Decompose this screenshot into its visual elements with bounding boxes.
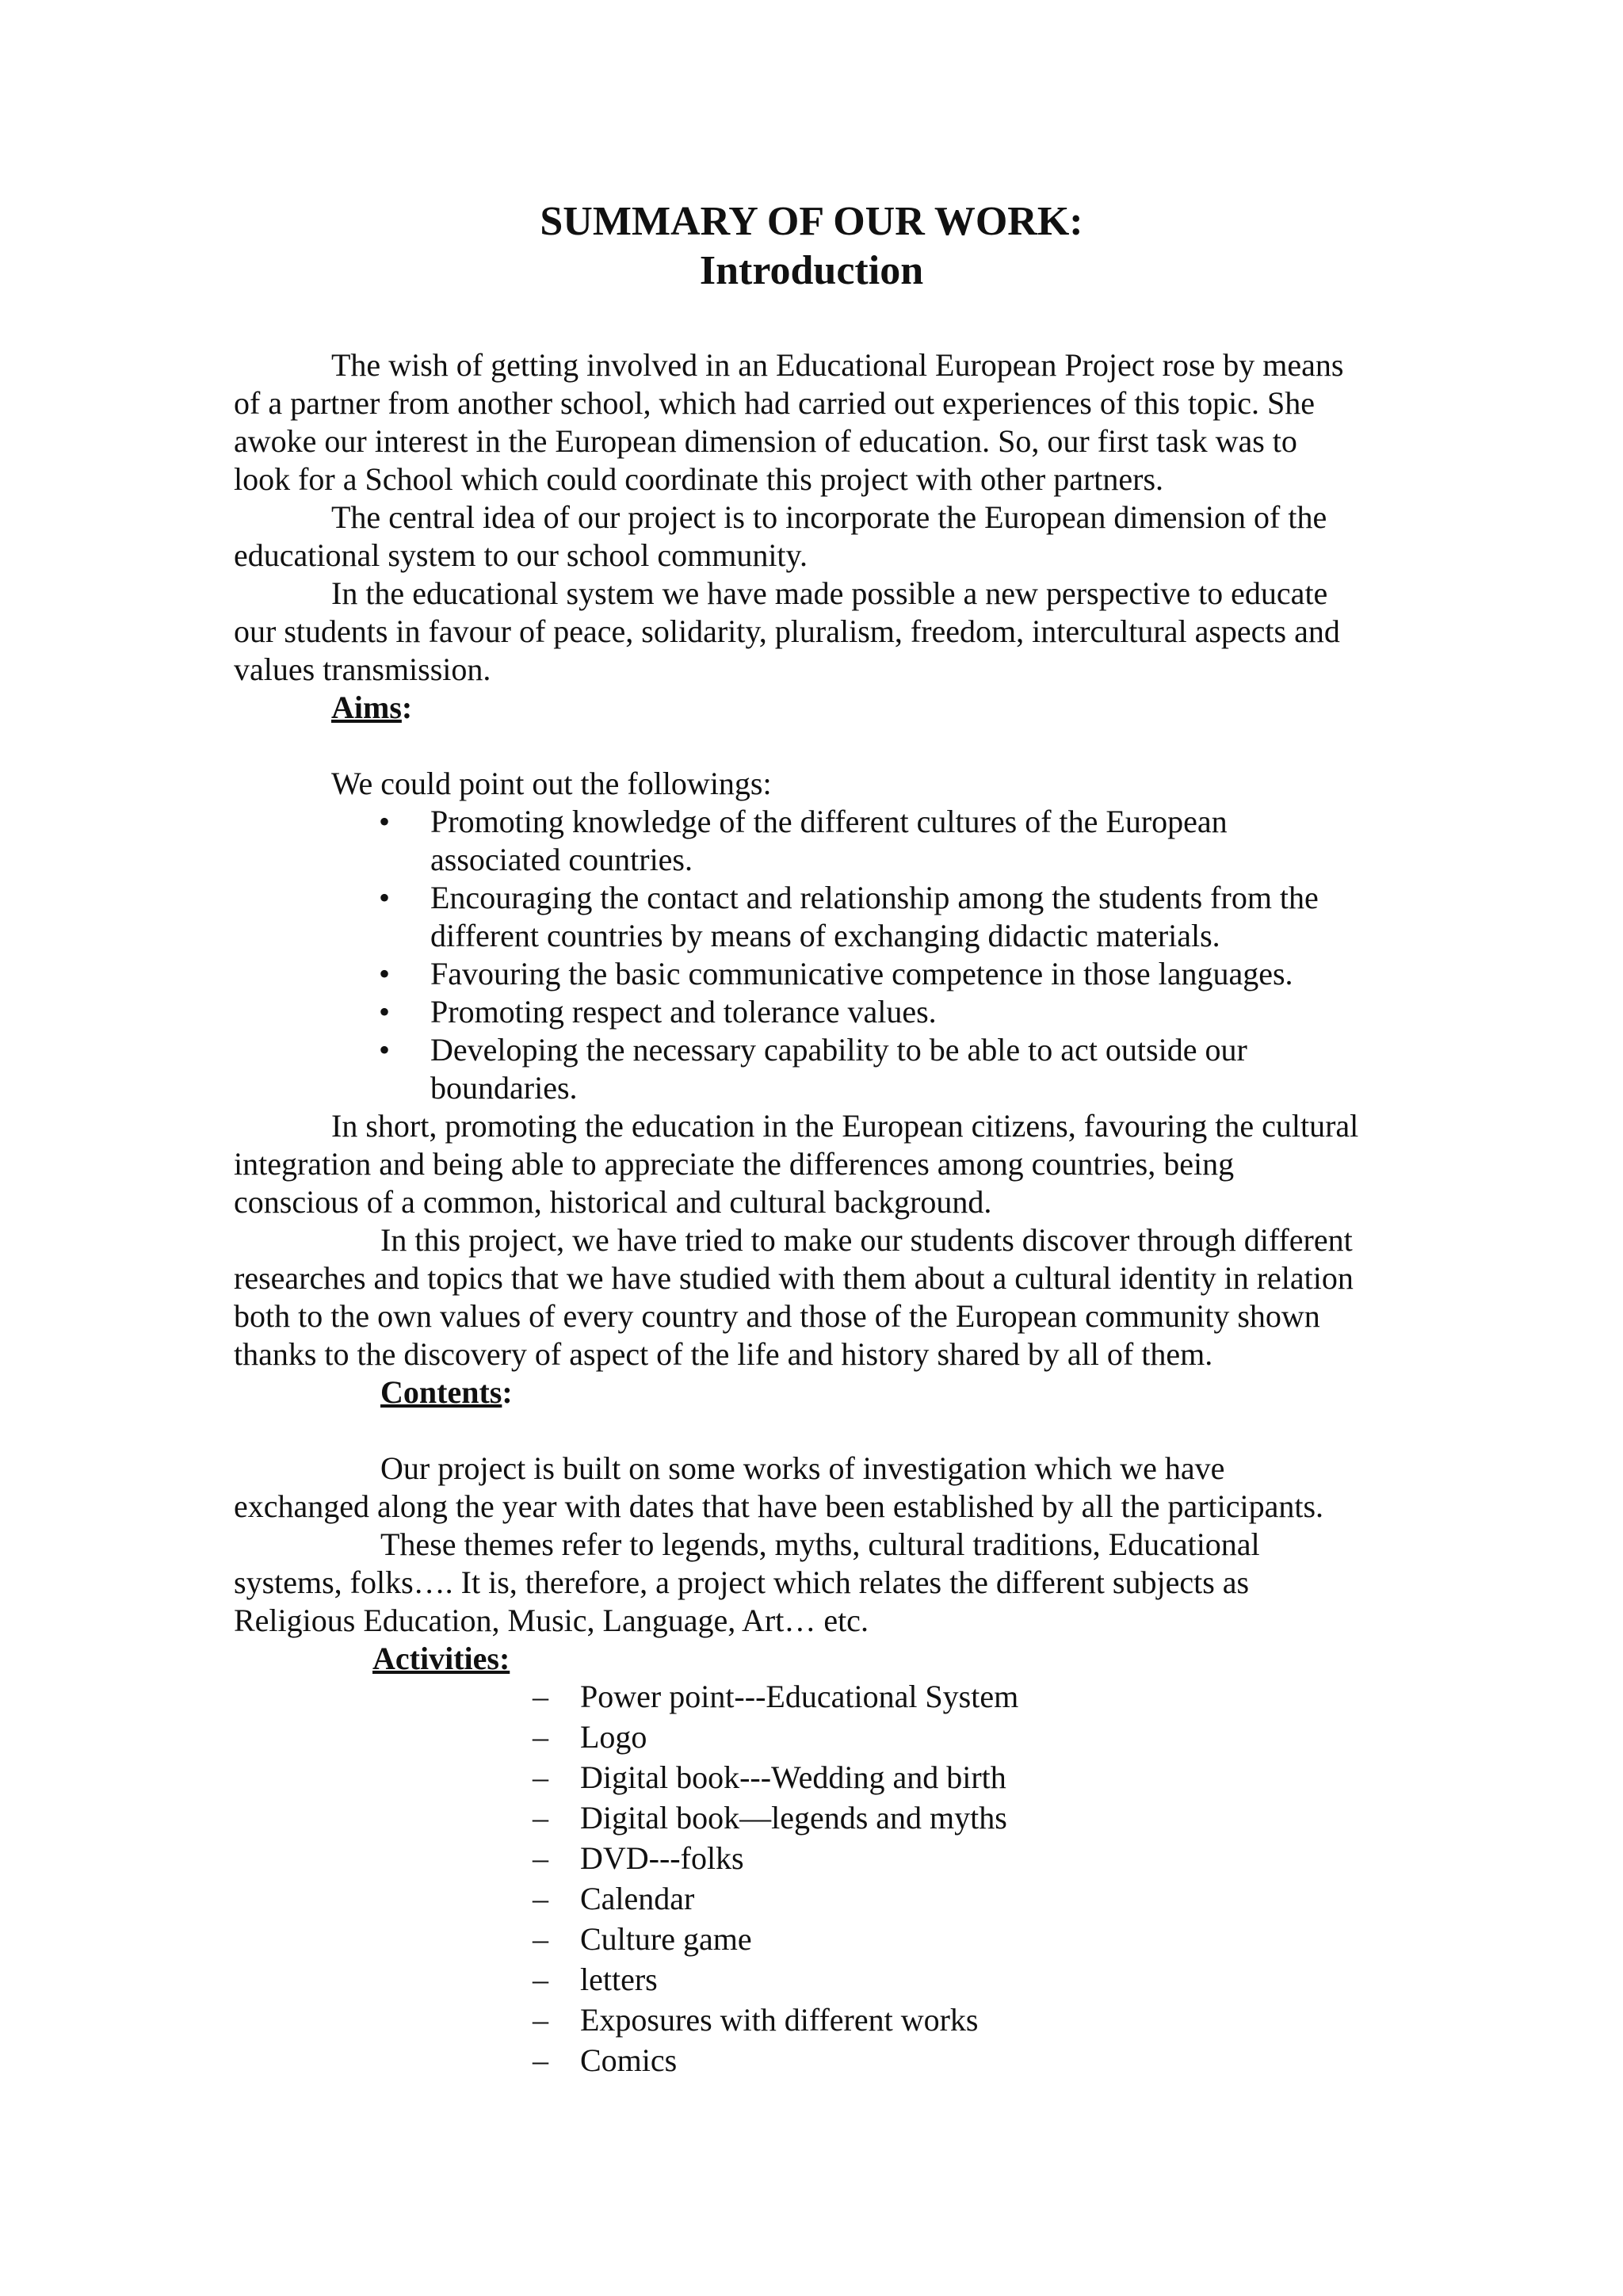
aims-item-5-line-1: Developing the necessary capability to be able to act outside our xyxy=(430,1032,1247,1068)
aims-item-2-line-2: different countries by means of exchanging didactic materials. xyxy=(430,918,1220,953)
summary-line-1: In short, promoting the education in the European citizens, favouring the cultural xyxy=(331,1108,1359,1144)
contents-p2-line-1: These themes refer to legends, myths, cultural traditions, Educational xyxy=(380,1526,1260,1562)
bullet-icon: • xyxy=(379,804,391,839)
activities-heading-text: Activities: xyxy=(372,1641,510,1676)
intro-p2-line-1: The central idea of our project is to incorporate the European dimension of the xyxy=(331,499,1327,535)
aims-item-5-line-2: boundaries. xyxy=(430,1070,578,1106)
activity-item-8: letters xyxy=(580,1962,658,1997)
project-line-1: In this project, we have tried to make our students discover through different xyxy=(380,1222,1353,1258)
aims-item-3: Favouring the basic communicative competence in those languages. xyxy=(430,956,1293,991)
activity-item-4: Digital book—legends and myths xyxy=(580,1800,1007,1836)
dash-icon: – xyxy=(533,1881,548,1916)
contents-heading-colon: : xyxy=(502,1374,513,1410)
dash-icon: – xyxy=(533,1840,548,1876)
aims-item-4: Promoting respect and tolerance values. xyxy=(430,994,937,1030)
contents-p2-line-2: systems, folks…. It is, therefore, a project which relates the different subjects as xyxy=(234,1564,1250,1600)
intro-p1-line-1: The wish of getting involved in an Educational European Project rose by means xyxy=(331,347,1344,383)
bullet-icon: • xyxy=(379,956,391,991)
dash-icon: – xyxy=(533,2042,548,2078)
aims-heading-colon: : xyxy=(401,690,413,725)
activity-item-10: Comics xyxy=(580,2042,678,2078)
project-line-3: both to the own values of every country and those of the European community shown xyxy=(234,1298,1320,1334)
summary-line-2: integration and being able to appreciate the differences among countries, being xyxy=(234,1146,1235,1182)
dash-icon: – xyxy=(533,2002,548,2038)
activity-item-5: DVD---folks xyxy=(580,1840,744,1876)
aims-heading-text: Aims xyxy=(331,690,402,725)
contents-p2-line-3: Religious Education, Music, Language, Art… etc. xyxy=(234,1603,869,1638)
aims-heading xyxy=(331,689,412,727)
aims-item-1-line-2: associated countries. xyxy=(430,842,693,877)
intro-p3-line-2: our students in favour of peace, solidarity, pluralism, freedom, intercultural aspects and xyxy=(234,613,1340,649)
intro-p3-line-1: In the educational system we have made possible a new perspective to educate xyxy=(331,575,1328,611)
summary-line-3: conscious of a common, historical and cultural background. xyxy=(234,1184,992,1220)
dash-icon: – xyxy=(533,1679,548,1714)
project-line-2: researches and topics that we have studied with them about a cultural identity in relation xyxy=(234,1260,1354,1296)
intro-p2-line-2: educational system to our school community. xyxy=(234,537,808,573)
activity-item-1: Power point---Educational System xyxy=(580,1679,1019,1714)
activity-item-6: Calendar xyxy=(580,1881,695,1916)
aims-item-2-line-1: Encouraging the contact and relationship among the students from the xyxy=(430,880,1319,915)
dash-icon: – xyxy=(533,1962,548,1997)
dash-icon: – xyxy=(533,1800,548,1836)
intro-p1-line-3: awoke our interest in the European dimension of education. So, our first task was to xyxy=(234,423,1297,459)
dash-icon: – xyxy=(533,1719,548,1755)
aims-lead: We could point out the followings: xyxy=(331,766,772,801)
activities-heading xyxy=(372,1640,510,1678)
contents-p1-line-1: Our project is built on some works of investigation which we have xyxy=(380,1450,1225,1486)
intro-p1-line-4: look for a School which could coordinate this project with other partners. xyxy=(234,461,1164,497)
bullet-icon: • xyxy=(379,1032,391,1068)
page-subtitle: Introduction xyxy=(699,248,924,293)
bullet-icon: • xyxy=(379,994,391,1030)
aims-item-1-line-1: Promoting knowledge of the different cultures of the European xyxy=(430,804,1228,839)
activity-item-7: Culture game xyxy=(580,1921,752,1957)
bullet-icon: • xyxy=(379,880,391,915)
activity-item-9: Exposures with different works xyxy=(580,2002,979,2038)
intro-p3-line-3: values transmission. xyxy=(234,651,491,687)
project-line-4: thanks to the discovery of aspect of the life and history shared by all of them. xyxy=(234,1336,1213,1372)
contents-heading xyxy=(380,1373,513,1412)
contents-heading-text: Contents xyxy=(380,1374,502,1410)
dash-icon: – xyxy=(533,1759,548,1795)
activity-item-2: Logo xyxy=(580,1719,647,1755)
page-title: SUMMARY OF OUR WORK: xyxy=(540,199,1083,244)
activity-item-3: Digital book---Wedding and birth xyxy=(580,1759,1006,1795)
contents-p1-line-2: exchanged along the year with dates that have been established by all the participants. xyxy=(234,1488,1324,1524)
dash-icon: – xyxy=(533,1921,548,1957)
intro-p1-line-2: of a partner from another school, which had carried out experiences of this topic. She xyxy=(234,385,1315,421)
